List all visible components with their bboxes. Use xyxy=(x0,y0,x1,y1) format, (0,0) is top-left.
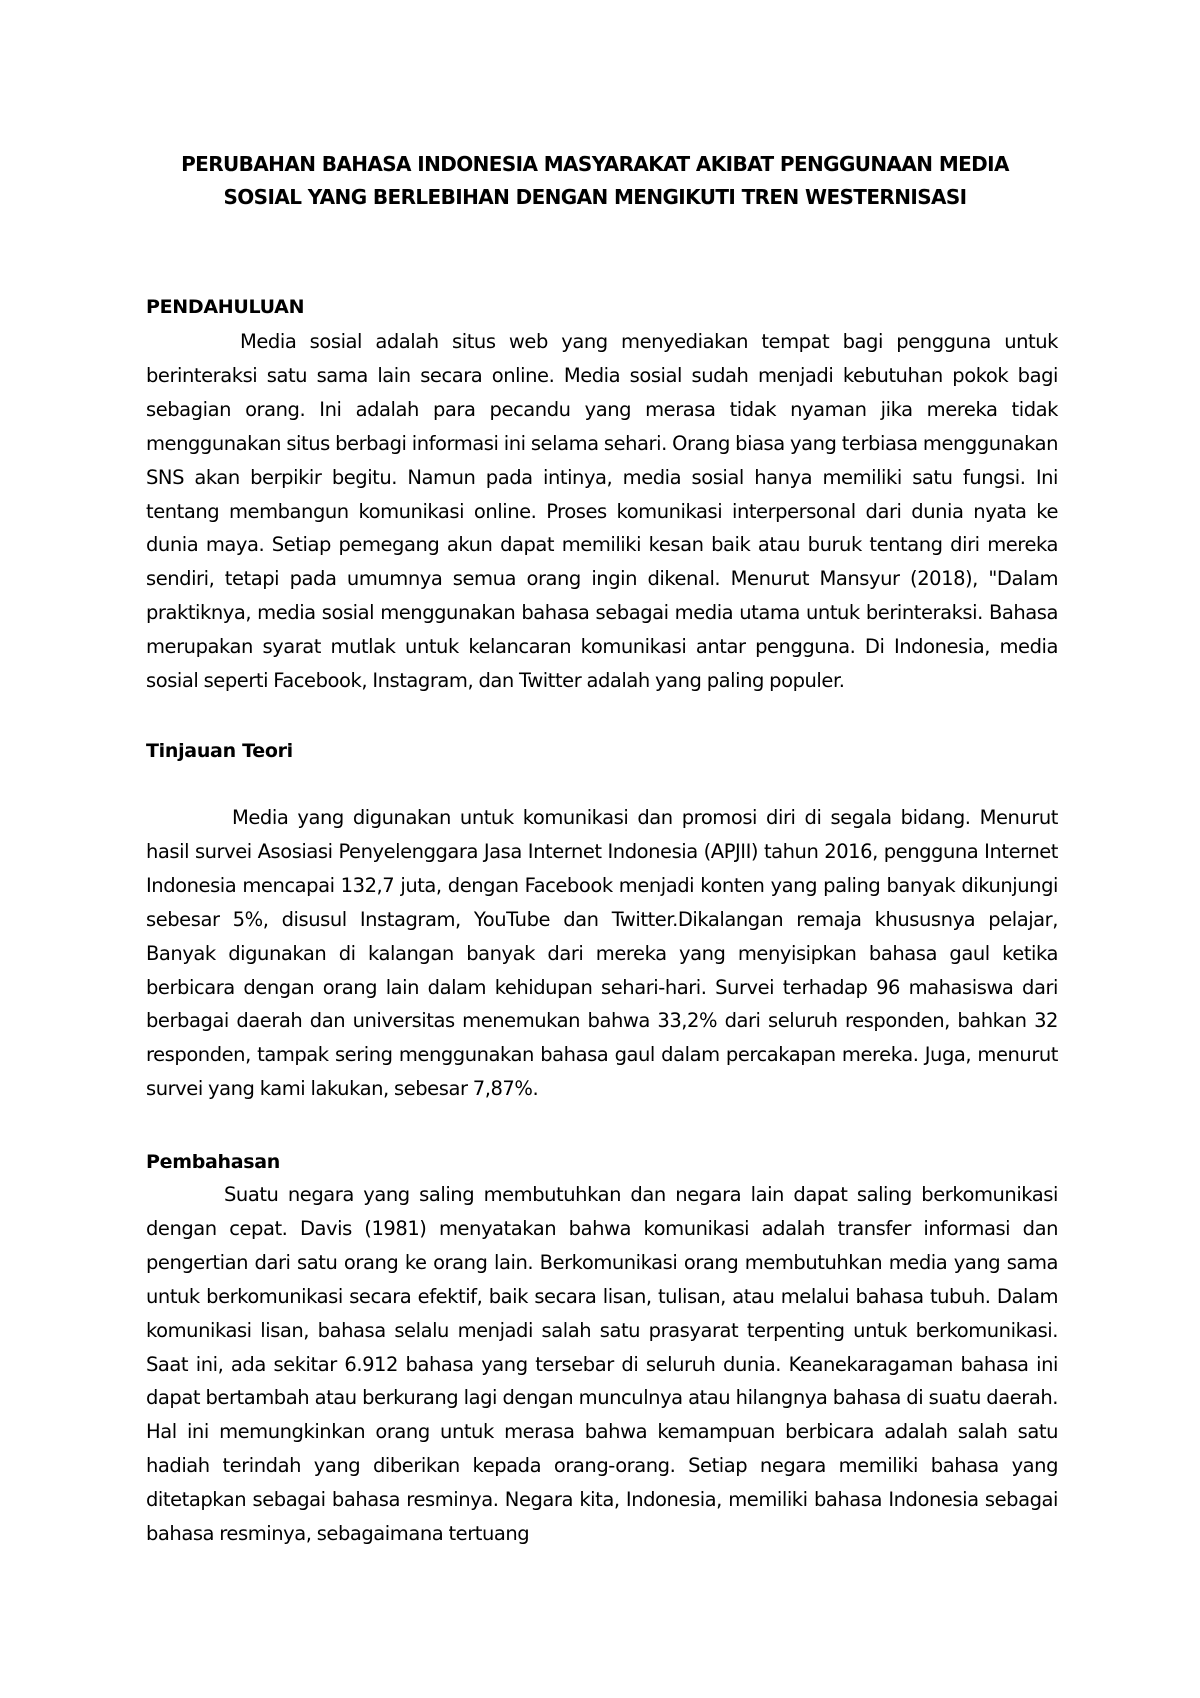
section-paragraph-tinjauan-teori: Media yang digunakan untuk komunikasi dan promosi diri di segala bidang. Menurut hasil survei Asosiasi Penyelenggara Jasa Internet Indonesia (APJII) tahun 2016, pengguna Internet Indonesia mencapai 132,7 juta, dengan Facebook menjadi konten yang paling banyak dikunjungi sebesar 5%, disusul Instagram, YouTube dan Twitter.Dikalangan remaja khususnya pelajar, Banyak digunakan di kalangan banyak dari mereka yang menyisipkan bahasa gaul ketika berbicara dengan orang lain dalam kehidupan sehari-hari. Survei terhadap 96 mahasiswa dari berbagai daerah dan universitas menemukan bahwa 33,2% dari seluruh responden, bahkan 32 responden, tampak sering menggunakan bahasa gaul dalam percakapan mereka. Juga, menurut survei yang kami lakukan, sebesar 7,87%. xyxy=(146,806,1058,1101)
title-line-2: SOSIAL YANG BERLEBIHAN DENGAN MENGIKUTI TREN WESTERNISASI xyxy=(223,185,967,209)
document-title xyxy=(130,148,1060,214)
section-heading-pendahuluan: PENDAHULUAN xyxy=(146,296,305,318)
section-paragraph-pendahuluan: Media sosial adalah situs web yang menyediakan tempat bagi pengguna untuk berinteraksi satu sama lain secara online. Media sosial sudah menjadi kebutuhan pokok bagi sebagian orang. Ini adalah para pecandu yang merasa tidak nyaman jika mereka tidak menggunakan situs berbagi informasi ini selama sehari. Orang biasa yang terbiasa menggunakan SNS akan berpikir begitu. Namun pada intinya, media sosial hanya memiliki satu fungsi. Ini tentang membangun komunikasi online. Proses komunikasi interpersonal dari dunia nyata ke dunia maya. Setiap pemegang akun dapat memiliki kesan baik atau buruk tentang diri mereka sendiri, tetapi pada umumnya semua orang ingin dikenal. Menurut Mansyur (2018), "Dalam praktiknya, media sosial menggunakan bahasa sebagai media utama untuk berinteraksi. Bahasa merupakan syarat mutlak untuk kelancaran komunikasi antar pengguna. Di Indonesia, media sosial seperti Facebook, Instagram, dan Twitter adalah yang paling populer. xyxy=(146,330,1058,693)
section-heading-tinjauan-teori: Tinjauan Teori xyxy=(146,740,293,762)
section-paragraph-pembahasan: Suatu negara yang saling membutuhkan dan negara lain dapat saling berkomunikasi dengan cepat. Davis (1981) menyatakan bahwa komunikasi adalah transfer informasi dan pengertian dari satu orang ke orang lain. Berkomunikasi orang membutuhkan media yang sama untuk berkomunikasi secara efektif, baik secara lisan, tulisan, atau melalui bahasa tubuh. Dalam komunikasi lisan, bahasa selalu menjadi salah satu prasyarat terpenting untuk berkomunikasi. Saat ini, ada sekitar 6.912 bahasa yang tersebar di seluruh dunia. Keanekaragaman bahasa ini dapat bertambah atau berkurang lagi dengan munculnya atau hilangnya bahasa di suatu daerah. Hal ini memungkinkan orang untuk merasa bahwa kemampuan berbicara adalah salah satu hadiah terindah yang diberikan kepada orang-orang. Setiap negara memiliki bahasa yang ditetapkan sebagai bahasa resminya. Negara kita, Indonesia, memiliki bahasa Indonesia sebagai bahasa resminya, sebagaimana tertuang xyxy=(146,1183,1058,1546)
title-line-1: PERUBAHAN BAHASA INDONESIA MASYARAKAT AKIBAT PENGGUNAAN MEDIA xyxy=(181,152,1009,176)
section-heading-pembahasan: Pembahasan xyxy=(146,1151,281,1173)
